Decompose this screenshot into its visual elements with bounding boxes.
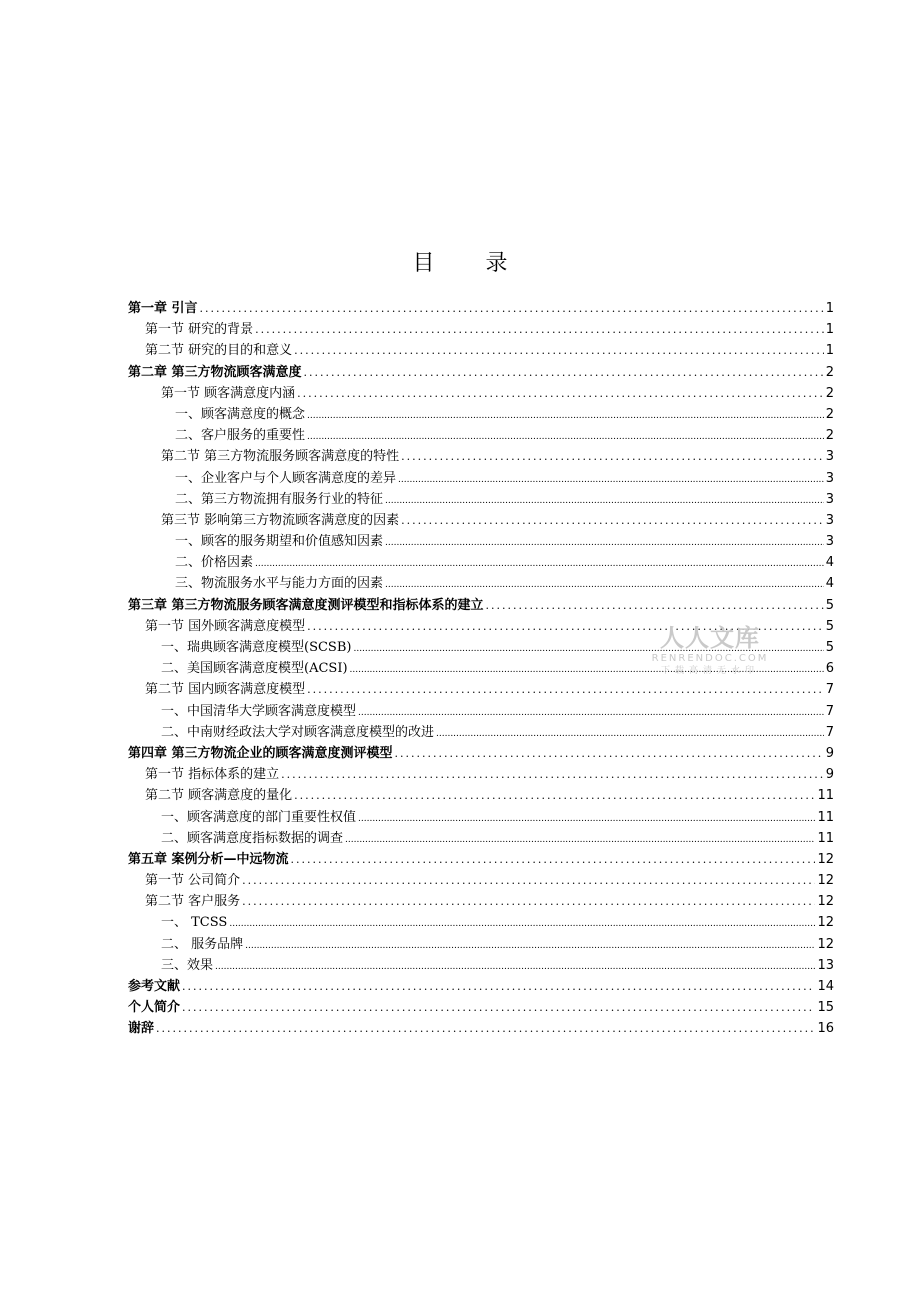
toc-page-number: 7 xyxy=(825,682,834,698)
toc-section-entry[interactable] xyxy=(128,446,834,467)
toc-leader-dots xyxy=(255,319,824,340)
toc-page-number: 12 xyxy=(817,851,834,867)
toc-entry-title: 第三节 影响第三方物流顾客满意度的因素 xyxy=(161,512,400,528)
toc-page-number: 13 xyxy=(817,957,834,973)
toc-entry-title: 二、美国顾客满意度模型(ACSI) xyxy=(161,661,348,677)
toc-section-entry[interactable] xyxy=(128,679,834,700)
toc-page-number: 12 xyxy=(817,873,834,889)
toc-entry-title: 第二节 客户服务 xyxy=(145,894,241,910)
toc-page-number: 9 xyxy=(825,745,834,761)
toc-leader-dots xyxy=(398,470,824,491)
toc-section-entry[interactable] xyxy=(128,870,834,891)
toc-section-entry[interactable] xyxy=(128,489,834,510)
toc-leader-dots xyxy=(255,554,824,575)
toc-page-number: 16 xyxy=(817,1021,834,1037)
toc-page-number: 14 xyxy=(817,979,834,994)
toc-entry-title: 第二节 顾客满意度的量化 xyxy=(145,788,293,804)
toc-section-entry[interactable] xyxy=(128,340,834,361)
toc-section-entry[interactable] xyxy=(128,404,834,425)
toc-page-number: 3 xyxy=(825,512,834,528)
toc-leader-dots xyxy=(486,595,824,616)
toc-chapter-entry[interactable] xyxy=(128,997,834,1018)
toc-entry-title: 二、价格因素 xyxy=(175,555,254,571)
toc-page-number: 1 xyxy=(825,301,834,316)
toc-entry-title: 三、物流服务水平与能力方面的因素 xyxy=(175,576,384,592)
toc-page-number: 5 xyxy=(825,618,834,634)
toc-page-number: 2 xyxy=(825,406,834,422)
toc-leader-dots xyxy=(358,809,815,830)
toc-page-number: 5 xyxy=(825,640,834,655)
toc-chapter-entry[interactable] xyxy=(128,1018,834,1039)
toc-leader-dots xyxy=(281,764,824,785)
toc-entry-title: 参考文献 xyxy=(128,979,181,994)
toc-chapter-entry[interactable] xyxy=(128,743,834,764)
toc-section-entry[interactable] xyxy=(128,319,834,340)
toc-entry-title: 第五章 案例分析—中远物流 xyxy=(128,851,289,867)
toc-entry-title: 第一节 研究的背景 xyxy=(145,322,254,338)
toc-page-number: 2 xyxy=(825,385,834,401)
toc-page-number: 12 xyxy=(817,915,834,931)
toc-section-entry[interactable] xyxy=(128,383,834,404)
watermark-slogan: 下载高清无水印 xyxy=(660,666,759,676)
toc-entry-title: 一、顾客满意度的概念 xyxy=(175,406,306,422)
toc-chapter-entry[interactable] xyxy=(128,362,834,383)
toc-entry-title: 一、顾客的服务期望和价值感知因素 xyxy=(175,534,384,550)
toc-page-number: 4 xyxy=(825,576,834,592)
toc-entry-title: 二、顾客满意度指标数据的调查 xyxy=(161,830,344,846)
toc-page-number: 11 xyxy=(817,788,834,804)
toc-leader-dots xyxy=(385,491,824,512)
toc-entry-title: 一、企业客户与个人顾客满意度的差异 xyxy=(175,470,397,486)
toc-entry-title: 二、第三方物流拥有服务行业的特征 xyxy=(175,491,384,507)
toc-page-number: 12 xyxy=(817,936,834,952)
watermark xyxy=(645,624,775,678)
toc-leader-dots xyxy=(242,891,815,912)
toc-chapter-entry[interactable] xyxy=(128,849,834,870)
toc-leader-dots xyxy=(200,298,824,319)
toc-section-entry[interactable] xyxy=(128,510,834,531)
toc-page-number: 6 xyxy=(825,661,834,677)
toc-page-number: 1 xyxy=(825,322,834,338)
toc-page-number: 15 xyxy=(817,1000,834,1016)
toc-section-entry[interactable] xyxy=(128,785,834,806)
toc-leader-dots xyxy=(385,533,824,554)
toc-leader-dots xyxy=(242,870,815,891)
toc-page-number: 5 xyxy=(825,597,834,613)
toc-entry-title: 一、顾客满意度的部门重要性权值 xyxy=(161,809,357,825)
toc-leader-dots xyxy=(385,575,824,596)
toc-entry-title: 三、效果 xyxy=(161,957,214,973)
toc-page-number: 1 xyxy=(825,343,834,359)
toc-entry-title: 第一章 引言 xyxy=(128,301,198,316)
toc-entry-title: 第一节 顾客满意度内涵 xyxy=(161,385,296,401)
toc-page-number: 7 xyxy=(825,724,834,740)
toc-entry-title: 一、中国清华大学顾客满意度模型 xyxy=(161,703,357,719)
toc-page-number: 3 xyxy=(825,491,834,507)
toc-page-number: 12 xyxy=(817,894,834,910)
toc-page-number: 3 xyxy=(825,534,834,550)
toc-page-number: 4 xyxy=(825,555,834,571)
toc-leader-dots xyxy=(307,427,824,448)
toc-entry-title: 第二节 第三方物流服务顾客满意度的特性 xyxy=(161,449,400,465)
toc-leader-dots xyxy=(215,957,815,978)
toc-entry-title: 第二节 国内顾客满意度模型 xyxy=(145,682,306,698)
toc-entry-title: 一、 TCSS xyxy=(161,915,228,931)
toc-page-number: 11 xyxy=(817,809,834,825)
toc-chapter-entry[interactable] xyxy=(128,595,834,616)
toc-page-number: 2 xyxy=(825,364,834,380)
toc-leader-dots xyxy=(307,406,824,427)
toc-leader-dots xyxy=(291,849,816,870)
toc-section-entry[interactable] xyxy=(128,552,834,573)
toc-section-entry[interactable] xyxy=(128,722,834,743)
toc-chapter-entry[interactable] xyxy=(128,298,834,319)
toc-section-entry[interactable] xyxy=(128,891,834,912)
toc-leader-dots xyxy=(345,830,815,851)
toc-entry-title: 第一节 国外顾客满意度模型 xyxy=(145,618,306,634)
toc-entry-title: 第二章 第三方物流顾客满意度 xyxy=(128,364,302,380)
toc-leader-dots xyxy=(358,703,824,724)
toc-entry-title: 个人简介 xyxy=(128,1000,181,1016)
toc-leader-dots xyxy=(395,743,824,764)
toc-page-number: 3 xyxy=(825,449,834,465)
toc-page-number: 2 xyxy=(825,428,834,444)
toc-entry-title: 第一节 指标体系的建立 xyxy=(145,767,280,783)
toc-entry-title: 谢辞 xyxy=(128,1021,155,1037)
toc-leader-dots xyxy=(182,976,815,997)
toc-leader-dots xyxy=(401,446,824,467)
toc-section-entry[interactable] xyxy=(128,807,834,828)
toc-leader-dots xyxy=(229,914,815,935)
toc-leader-dots xyxy=(156,1018,815,1039)
toc-leader-dots xyxy=(401,510,824,531)
toc-entry-title: 一、瑞典顾客满意度模型(SCSB) xyxy=(161,640,352,655)
toc-entry-title: 二、 服务品牌 xyxy=(161,936,244,952)
toc-entry-title: 第三章 第三方物流服务顾客满意度测评模型和指标体系的建立 xyxy=(128,597,484,613)
toc-leader-dots xyxy=(245,936,815,957)
watermark-domain: RENRENDOC.COM xyxy=(651,653,769,664)
toc-section-entry[interactable] xyxy=(128,573,834,594)
toc-leader-dots xyxy=(307,679,824,700)
toc-section-entry[interactable] xyxy=(128,934,834,955)
toc-chapter-entry[interactable] xyxy=(128,976,834,997)
toc-page-number: 11 xyxy=(817,830,834,846)
toc-page-number: 3 xyxy=(825,470,834,486)
toc-page-number: 7 xyxy=(825,703,834,719)
toc-leader-dots xyxy=(182,997,815,1018)
toc-entry-title: 二、客户服务的重要性 xyxy=(175,428,306,444)
toc-section-entry[interactable] xyxy=(128,468,834,489)
toc-section-entry[interactable] xyxy=(128,912,834,933)
toc-leader-dots xyxy=(297,383,824,404)
toc-leader-dots xyxy=(436,724,824,745)
toc-entry-title: 二、中南财经政法大学对顾客满意度模型的改进 xyxy=(161,724,435,740)
toc-entry-title: 第一节 公司简介 xyxy=(145,873,241,889)
toc-section-entry[interactable] xyxy=(128,531,834,552)
toc-section-entry[interactable] xyxy=(128,764,834,785)
page-title: 目 录 xyxy=(412,251,530,276)
toc-section-entry[interactable] xyxy=(128,955,834,976)
toc-page-number: 9 xyxy=(825,767,834,783)
watermark-title: 人人文库 xyxy=(660,624,760,652)
toc-section-entry[interactable] xyxy=(128,828,834,849)
toc-section-entry[interactable] xyxy=(128,701,834,722)
toc-section-entry[interactable] xyxy=(128,425,834,446)
toc-leader-dots xyxy=(294,340,824,361)
toc-leader-dots xyxy=(304,362,824,383)
toc-entry-title: 第四章 第三方物流企业的顾客满意度测评模型 xyxy=(128,745,393,761)
toc-leader-dots xyxy=(294,785,815,806)
toc-entry-title: 第二节 研究的目的和意义 xyxy=(145,343,293,359)
